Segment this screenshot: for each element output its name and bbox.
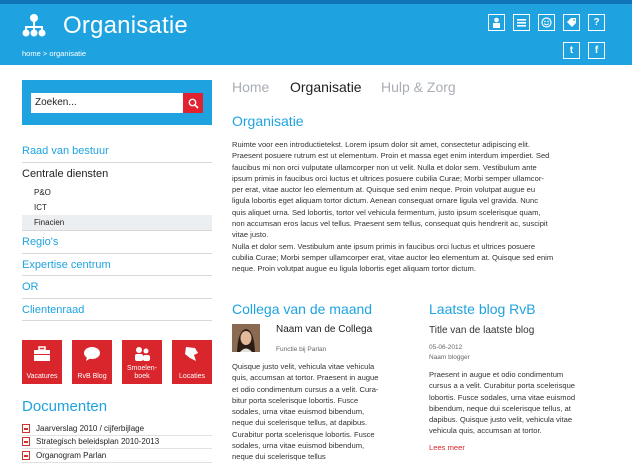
documents-list	[22, 422, 212, 463]
sidebar-item-expertise-centrum[interactable]: Expertise centrum	[22, 254, 212, 277]
search-button[interactable]	[183, 93, 203, 113]
tile-label: Vacatures	[26, 373, 58, 380]
search-panel	[22, 80, 212, 125]
page-title: Organisatie	[63, 12, 188, 39]
blog-heading: Laatste blog RvB	[429, 301, 536, 317]
breadcrumb	[22, 49, 86, 58]
colleague-line: quis, accumsan at tortor. Praesent in augue	[232, 373, 379, 383]
tile-locaties[interactable]	[172, 340, 212, 384]
sidebar-submenu	[22, 185, 212, 231]
intro-line: per erat, vitae auctor leo elementum at. Quisque sed enim neque. Proin volutpat augue eu	[232, 185, 536, 195]
org-chart-icon[interactable]	[20, 12, 48, 40]
intro-line: ligula lobortis eget aliquam tortor dictum. Aenean consequat ornare ligula vel gravida. Nunc	[232, 196, 539, 206]
intro-line: Ruimte voor een introductietekst. Lorem ipsum dolor sit amet, consectetur adipiscing elit.	[232, 140, 530, 149]
colleague-line: sodales, urna vitae euismod bibendum,	[232, 441, 365, 451]
intro-line: cubilia Curae; Morbi semper ullamcorper erat, vitae auctor leo elementum at. Quisque sed enim	[232, 252, 554, 262]
list-icon[interactable]	[513, 14, 530, 31]
colleague-name: Naam van de Collega	[276, 324, 373, 335]
sidebar-item-or[interactable]: OR	[22, 276, 212, 299]
colleague-line: bitur porta scelerisque lobortis. Fusce	[232, 395, 359, 405]
map-icon	[183, 346, 201, 362]
breadcrumb-current: organisatie	[49, 49, 87, 58]
briefcase-icon	[33, 346, 51, 362]
intro-line: quis aliquet urna. Sed lobortis, tortor vel vehicula fermentum, justo ipsum scelerisque quam,	[232, 207, 541, 217]
sidebar-subitem-ict[interactable]: ICT	[34, 203, 47, 212]
help-icon[interactable]: ?	[588, 14, 605, 31]
search-icon	[188, 98, 199, 109]
intro-line: Nulla et dolor sem. Vestibulum ante ipsum primis in faucibus orci luctus et ultrices posuere	[232, 241, 536, 251]
document-title: Strategisch beleidsplan 2010-2013	[36, 437, 160, 447]
colleague-line: sodales, urna vitae euismod bibendum,	[232, 407, 365, 417]
intro-line: vitae justo.	[232, 230, 269, 240]
tile-vacatures[interactable]	[22, 340, 62, 384]
colleague-line: neque dui scelerisque tellus	[232, 452, 326, 462]
intro-line: Praesent posuere rutrum est ut elementum. Proin et massa eget enim interdum imperdiet. Sed	[232, 151, 550, 161]
document-title: Jaarverslag 2010 / cijferbijlage	[36, 423, 145, 433]
tile-smoelenboek[interactable]	[122, 340, 162, 384]
tile-label-line2: boek	[134, 373, 150, 380]
blog-line: bibendum, neque dui scelerisque tellus, at	[429, 403, 571, 413]
tile-label	[122, 365, 162, 381]
read-more-link[interactable]: Lees meer	[429, 443, 465, 452]
blog-post-title[interactable]: Title van de laatste blog	[429, 325, 535, 336]
breadcrumb-home[interactable]: home	[22, 49, 41, 58]
colleague-line: Curabitur porta scelerisque lobortis. Fusce	[232, 429, 375, 439]
blog-line: vehicula quis, accumsan at tortor.	[429, 426, 542, 436]
quicklink-tiles	[22, 340, 212, 385]
blog-author: Naam blogger	[429, 354, 470, 361]
blog-date: 05-06-2012	[429, 344, 463, 351]
pdf-icon	[22, 424, 30, 433]
tile-label: RvB Blog	[77, 373, 107, 380]
smiley-icon[interactable]	[538, 14, 555, 31]
colleague-line: neque dui scelerisque tellus, at dapibus.	[232, 418, 368, 428]
user-icon[interactable]	[488, 14, 505, 31]
intro-line: ipsum primis in faucibus orci luctus et ultrices posuere cubilia Curae; Morbi semper ullamcor-	[232, 173, 544, 183]
intro-line: neque. Proin volutpat augue eu ligula lobortis eget aliquam tortor dictum.	[232, 264, 476, 274]
sidebar-item-regios[interactable]: Regio's	[22, 231, 212, 254]
main-heading: Organisatie	[232, 113, 304, 129]
twitter-icon[interactable]: t	[563, 42, 580, 59]
blog-line: Praesent in augue et odio condimentum	[429, 370, 564, 379]
blog-line: dapibus. Quisque justo velit, vehicula vitae	[429, 415, 573, 425]
blog-line: lobortis. Fusce sodales, urna vitae euismod	[429, 392, 576, 402]
sidebar-item-clientenraad[interactable]: Clientenraad	[22, 299, 212, 322]
tab-organisatie[interactable]: Organisatie	[290, 79, 362, 95]
breadcrumb-separator: >	[42, 49, 48, 58]
intro-line: non accumsan eros lacus vel tellus. Praesent sem tellus, consequat quis hendrerit ac, suscipit	[232, 219, 548, 229]
tile-label-line1: Smoelen-	[127, 365, 157, 372]
speech-bubble-icon	[83, 346, 101, 362]
tile-label: Locaties	[178, 373, 206, 380]
sidebar-subitem-finacien[interactable]: Finacien	[22, 215, 212, 230]
people-icon	[133, 346, 151, 362]
document-title: Organogram Parlan	[36, 450, 107, 460]
pdf-icon	[22, 437, 30, 446]
site-header	[0, 4, 632, 65]
colleague-text	[232, 361, 412, 463]
tile-rvb-blog[interactable]	[72, 340, 112, 384]
sidebar-subitem-po[interactable]: P&O	[34, 188, 51, 197]
documents-heading: Documenten	[22, 398, 108, 415]
colleague-photo[interactable]	[232, 324, 260, 352]
colleague-line: Quisque justo velit, vehicula vitae vehicula	[232, 362, 375, 371]
sidebar-nav	[22, 140, 212, 321]
pdf-icon	[22, 451, 30, 460]
sidebar-item-centrale-diensten[interactable]: Centrale diensten	[22, 167, 109, 180]
tab-home[interactable]: Home	[232, 79, 270, 95]
colleague-line: et odio condimentum cursus a a velit. Cura-	[232, 384, 379, 394]
colleague-heading: Collega van de maand	[232, 301, 373, 317]
facebook-icon[interactable]: f	[588, 42, 605, 59]
search-input[interactable]: Zoeken...	[31, 93, 183, 113]
tag-icon[interactable]	[563, 14, 580, 31]
colleague-role: Functie bij Parlan	[276, 346, 327, 353]
intro-text	[232, 139, 604, 275]
tab-hulp-en-zorg[interactable]: Hulp & Zorg	[381, 79, 456, 95]
blog-text	[429, 369, 609, 437]
intro-line: faucibus mi non orci vulputate ullamcorper non ut velit. Nulla et dolor sem. Vestibulum ante	[232, 162, 537, 172]
document-item[interactable]	[22, 436, 212, 450]
document-item[interactable]	[22, 449, 212, 463]
document-item[interactable]	[22, 422, 212, 436]
blog-line: cursus a a velit. Curabitur porta scelerisque	[429, 381, 576, 391]
sidebar-item-raad-van-bestuur[interactable]: Raad van bestuur	[22, 140, 212, 163]
